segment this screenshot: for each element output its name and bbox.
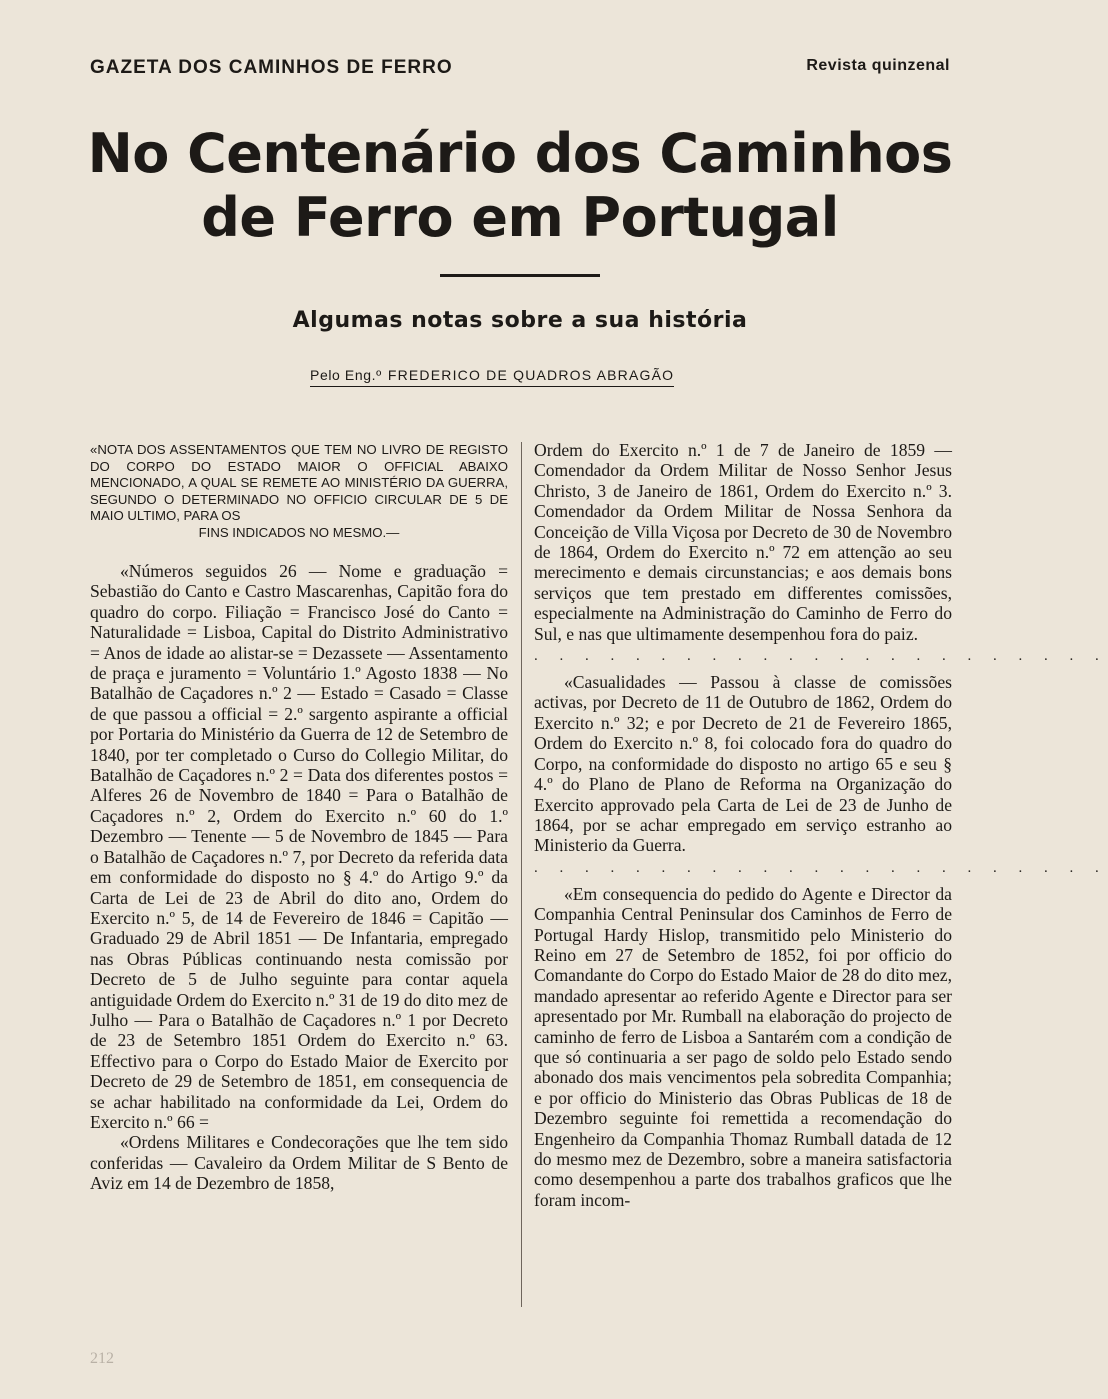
author-name: FREDERICO DE QUADROS ABRAGÃO (387, 367, 675, 383)
page-number: 212 (90, 1350, 114, 1367)
periodicity-label: Revista quinzenal (806, 57, 950, 74)
article-title (60, 122, 980, 250)
article-subtitle: Algumas notas sobre a sua história (292, 308, 748, 333)
article-title-line-1: No Centenário dos Caminhos (87, 122, 953, 185)
registry-note-text: «NOTA DOS ASSENTAMENTOS QUE TEM NO LIVRO DE REGISTO DO CORPO DO ESTADO MAIOR O OFFICIAL ABAIXO MENCIONADO, A QUAL SE REMETE AO MINISTÉRIO DA GUERRA, SEGUNDO O DETERMINADO NO OFFICIO CIRCULAR DE 5 DE MAIO ULTIMO, PARA OS (90, 442, 508, 523)
title-divider (440, 274, 600, 277)
left-column (90, 442, 508, 1194)
byline (310, 367, 674, 387)
journal-name: GAZETA DOS CAMINHOS DE FERRO (90, 57, 453, 78)
article-title-line-2: de Ferro em Portugal (201, 186, 839, 249)
byline-prefix: Pelo Eng.º (310, 367, 382, 383)
spacer (90, 541, 508, 561)
ellipsis-separator: . . . . . . . . . . . . . . . . . . . . . . . (534, 648, 1108, 665)
right-column (534, 440, 1108, 1210)
running-header (90, 57, 950, 83)
casualties-paragraph: «Casualidades — Passou à classe de comissões activas, por Decreto de 11 de Outubro de 1862, Ordem do Exercito n.º 32; e por Decreto de 21 de Fevereiro 1865, Ordem do Exercito n.º 8, foi colocado fora do quadro do Corpo, na conformidade do disposto no artigo 65 e seu § 4.º do Plano de Plano de Reforma na Organização do Exercito approvado pela Carta de Lei de 23 de Junho de 1864, por se achar empregado em serviço estranho ao Ministerio da Guerra. (534, 672, 952, 856)
ellipsis-separator: . . . . . . . . . . . . . . . . . . . . . . . (534, 859, 1108, 876)
service-record-paragraph: «Números seguidos 26 — Nome e graduação = Sebastião do Canto e Castro Mascarenhas, Capitão fora do quadro do corpo. Filiação = Francisco José do Canto = Naturalidade = Lisboa, Capital do Distrito Administrativo = Anos de idade ao alistar-se = Dezassete — Assentamento de praça e juramento = Voluntário 1.º Agosto 1838 — No Batalhão de Caçadores n.º 2 — Estado = Casado = Classe de que passou a official = 2.º sargento aspirante a official por Portaria do Ministério da Guerra de 12 de Setembro de 1840, por ter completado o Curso do Collegio Militar, do Batalhão de Caçadores n.º 2 = Data dos diferentes postos = Alferes 26 de Novembro de 1840 = Para o Batalhão de Caçadores n.º 2, Ordem do Exercito n.º 60 do 1.º Dezembro — Tenente — 5 de Novembro de 1845 — Para o Batalhão de Caçadores n.º 7, por Decreto da referida data em conformidade do disposto no § 4.º do Artigo 9.º da Carta de Lei de 23 de Abril do dito ano, Ordem do Exercito n.º 5, de 14 de Fevereiro de 1846 = Capitão — Graduado 29 de Abril 1851 — De Infantaria, empregado nas Obras Públicas continuando nesta comissão por Decreto de 5 de Julho seguinte para contar aquela antiguidade Ordem do Exercito n.º 31 de 19 do dito mez de Julho — Para o Batalhão de Caçadores n.º 1 por Decreto de 23 de Setembro 1851 Ordem do Exercito n.º 63. Effectivo para o Corpo do Estado Maior de Exercito por Decreto de 29 de Setembro de 1851, em consequencia de se achar habilitado na conformidade da Lei, Ordem do Exercito n.º 66 = (90, 561, 508, 1132)
column-divider (521, 442, 522, 1307)
decorations-continued-paragraph: Ordem do Exercito n.º 1 de 7 de Janeiro de 1859 — Comendador da Ordem Militar de Nosso Senhor Jesus Christo, 3 de Janeiro de 1861, Ordem do Exercito n.º 3. Comendador da Ordem Militar de Nossa Senhora da Conceição de Villa Viçosa por Decreto de 30 de Novembro de 1864, Ordem do Exercito n.º 72 em attenção ao seu merecimento e demais circunstancias; e aos demais bons serviços que tem prestado em differentes comissões, especialmente na Administração do Caminho de Ferro do Sul, e nas que ultimamente desempenhou fora do paiz. (534, 440, 952, 644)
railway-project-paragraph: «Em consequencia do pedido do Agente e Director da Companhia Central Peninsular dos Caminhos de Ferro de Portugal Hardy Hislop, transmitido pelo Ministerio do Reino em 27 de Setembro de 1852, foi por officio do Comandante do Corpo do Estado Maior de 28 do dito mez, mandado apresentar ao referido Agente e Director para ser apresentado por Mr. Rumball na elaboração do projecto de caminho de ferro de Lisboa a Santarém com a condição de que só continuaria a ser pago de soldo pelo Estado sendo abonado dos mais vencimentos pela sobredita Companhia; e por officio do Ministerio das Obras Publicas de 18 de Dezembro seguinte foi remettida a recomendação do Engenheiro da Companhia Thomaz Rumball datada de 12 do mesmo mez de Dezembro, sobre a maneira satisfactoria como desempenhou a parte dos trabalhos graficos que lhe foram incom- (534, 883, 952, 1210)
decorations-paragraph: «Ordens Militares e Condecorações que lhe tem sido conferidas — Cavaleiro da Ordem Militar de S Bento de Aviz em 14 de Dezembro de 1858, (90, 1132, 508, 1194)
registry-note (90, 442, 508, 541)
registry-note-last-line: FINS INDICADOS NO MESMO.— (198, 524, 400, 540)
